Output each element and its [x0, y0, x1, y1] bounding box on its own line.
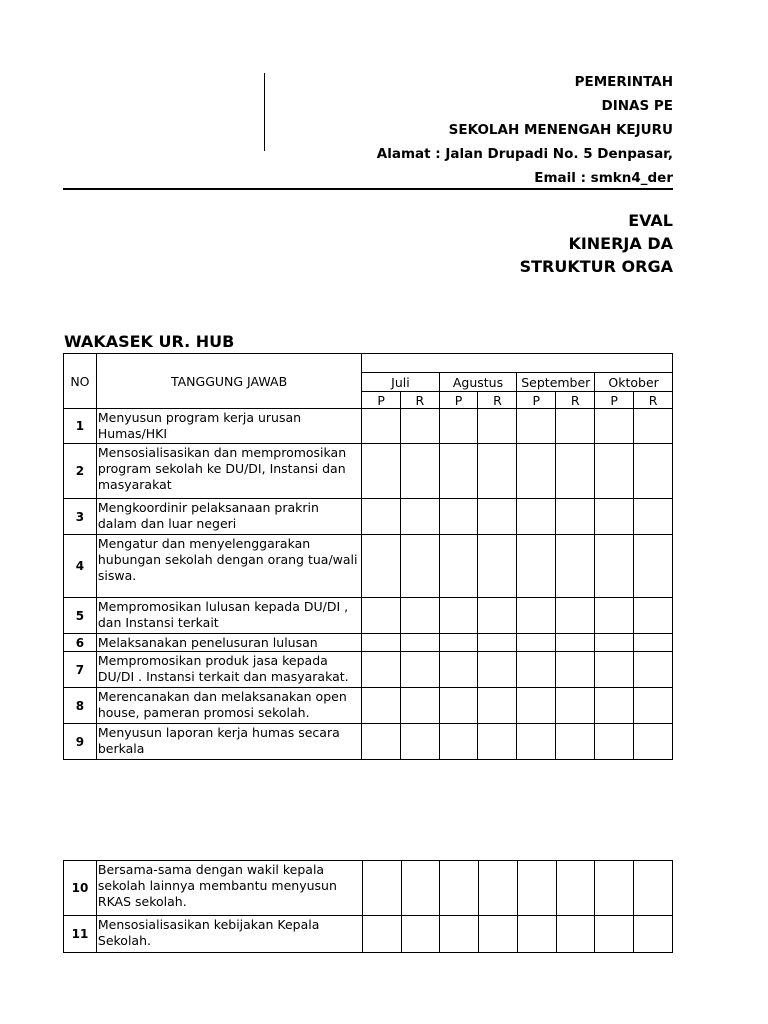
score-cell: [400, 598, 439, 634]
title-line-2: KINERJA DA: [568, 234, 673, 253]
score-cell: [595, 688, 634, 724]
table-row: [64, 634, 673, 652]
score-cell: [362, 444, 401, 499]
score-cell: [400, 499, 439, 535]
score-cell: [362, 598, 401, 634]
table-row: [64, 499, 673, 535]
score-cell: [634, 409, 673, 444]
row-task: Merencanakan dan melaksanakan open house, pameran promosi sekolah.: [96, 688, 361, 724]
row-number: 8: [64, 688, 97, 724]
score-cell: [439, 652, 478, 688]
score-cell: [556, 598, 595, 634]
score-cell: [595, 409, 634, 444]
score-cell: [439, 409, 478, 444]
score-cell: [517, 499, 556, 535]
score-cell: [439, 688, 478, 724]
header-task: TANGGUNG JAWAB: [96, 354, 361, 409]
row-task: Mensosialisasikan kebijakan Kepala Sekolah.: [96, 916, 362, 953]
table-row: [64, 598, 673, 634]
letterhead-line-5: Email : smkn4_der: [534, 170, 673, 186]
header-month-juli: Juli: [362, 373, 439, 392]
header-period: [362, 354, 673, 373]
row-number: 6: [64, 634, 97, 652]
score-cell: [595, 598, 634, 634]
score-cell: [556, 634, 595, 652]
table-row: [64, 724, 673, 760]
table-row: [64, 916, 673, 953]
score-cell: [439, 634, 478, 652]
score-cell: [401, 916, 440, 953]
score-cell: [634, 444, 673, 499]
row-task: Bersama-sama dengan wakil kepala sekolah lainnya membantu menyusun RKAS sekolah.: [96, 861, 362, 916]
header-month-september: September: [517, 373, 595, 392]
title-line-3: STRUKTUR ORGA: [519, 257, 673, 276]
header-no: NO: [64, 354, 97, 409]
score-cell: [362, 861, 401, 916]
row-number: 9: [64, 724, 97, 760]
table-row: [64, 688, 673, 724]
score-cell: [439, 598, 478, 634]
header-p: P: [439, 392, 478, 409]
title-line-1: EVAL: [628, 211, 673, 230]
row-number: 11: [64, 916, 97, 953]
score-cell: [556, 652, 595, 688]
row-task: Melaksanakan penelusuran lulusan: [96, 634, 361, 652]
score-cell: [517, 724, 556, 760]
score-cell: [517, 652, 556, 688]
score-cell: [439, 535, 478, 598]
table-body-continued: [64, 861, 673, 953]
score-cell: [439, 499, 478, 535]
score-cell: [479, 861, 518, 916]
row-task: Mempromosikan lulusan kepada DU/DI , dan Instansi terkait: [96, 598, 361, 634]
score-cell: [362, 652, 401, 688]
letterhead-line-1: PEMERINTAH: [574, 74, 673, 90]
row-number: 3: [64, 499, 97, 535]
score-cell: [634, 499, 673, 535]
score-cell: [517, 688, 556, 724]
table-row: [64, 861, 673, 916]
score-cell: [439, 444, 478, 499]
table-body: [64, 409, 673, 760]
score-cell: [478, 652, 517, 688]
score-cell: [362, 916, 401, 953]
header-r: R: [478, 392, 517, 409]
score-cell: [478, 409, 517, 444]
score-cell: [556, 444, 595, 499]
score-cell: [556, 409, 595, 444]
row-task: Mensosialisasikan dan mempromosikan program sekolah ke DU/DI, Instansi dan masyarakat: [96, 444, 361, 499]
score-cell: [595, 634, 634, 652]
table-row: [64, 444, 673, 499]
score-cell: [362, 634, 401, 652]
evaluation-table-continued: [63, 860, 673, 953]
score-cell: [362, 499, 401, 535]
section-title: WAKASEK UR. HUB: [64, 332, 235, 351]
score-cell: [634, 634, 673, 652]
score-cell: [517, 861, 556, 916]
header-month-oktober: Oktober: [595, 373, 673, 392]
score-cell: [478, 724, 517, 760]
score-cell: [595, 499, 634, 535]
score-cell: [634, 652, 673, 688]
score-cell: [556, 916, 595, 953]
score-cell: [556, 688, 595, 724]
score-cell: [478, 688, 517, 724]
score-cell: [634, 598, 673, 634]
score-cell: [478, 598, 517, 634]
score-cell: [556, 861, 595, 916]
score-cell: [517, 409, 556, 444]
score-cell: [478, 634, 517, 652]
score-cell: [517, 634, 556, 652]
score-cell: [595, 444, 634, 499]
score-cell: [634, 535, 673, 598]
score-cell: [400, 409, 439, 444]
score-cell: [439, 724, 478, 760]
table-row: [64, 535, 673, 598]
score-cell: [362, 724, 401, 760]
score-cell: [478, 535, 517, 598]
table-row: [64, 409, 673, 444]
header-p: P: [517, 392, 556, 409]
score-cell: [517, 444, 556, 499]
row-number: 7: [64, 652, 97, 688]
score-cell: [634, 916, 673, 953]
score-cell: [362, 535, 401, 598]
score-cell: [400, 444, 439, 499]
score-cell: [478, 499, 517, 535]
row-number: 1: [64, 409, 97, 444]
score-cell: [595, 916, 634, 953]
row-number: 5: [64, 598, 97, 634]
evaluation-table: [63, 353, 673, 760]
header-r: R: [634, 392, 673, 409]
row-task: Menyusun laporan kerja humas secara berkala: [96, 724, 361, 760]
row-task: Mengatur dan menyelenggarakan hubungan sekolah dengan orang tua/wali siswa.: [96, 535, 361, 598]
letterhead-rule: [63, 188, 673, 190]
letterhead-line-4: Alamat : Jalan Drupadi No. 5 Denpasar,: [376, 146, 673, 162]
score-cell: [517, 916, 556, 953]
letterhead-line-2: DINAS PE: [601, 98, 673, 114]
score-cell: [595, 652, 634, 688]
score-cell: [595, 535, 634, 598]
score-cell: [478, 444, 517, 499]
score-cell: [401, 861, 440, 916]
score-cell: [595, 861, 634, 916]
score-cell: [362, 409, 401, 444]
score-cell: [400, 634, 439, 652]
row-task: Mempromosikan produk jasa kepada DU/DI . Instansi terkait dan masyarakat.: [96, 652, 361, 688]
header-p: P: [362, 392, 401, 409]
score-cell: [400, 724, 439, 760]
score-cell: [634, 861, 673, 916]
row-number: 10: [64, 861, 97, 916]
row-number: 4: [64, 535, 97, 598]
score-cell: [556, 535, 595, 598]
header-r: R: [400, 392, 439, 409]
row-task: Menyusun program kerja urusan Humas/HKI: [96, 409, 361, 444]
score-cell: [634, 724, 673, 760]
header-p: P: [595, 392, 634, 409]
score-cell: [400, 652, 439, 688]
score-cell: [517, 598, 556, 634]
score-cell: [595, 724, 634, 760]
score-cell: [479, 916, 518, 953]
score-cell: [556, 499, 595, 535]
row-task: Mengkoordinir pelaksanaan prakrin dalam dan luar negeri: [96, 499, 361, 535]
row-number: 2: [64, 444, 97, 499]
logo-divider-line: [264, 73, 265, 151]
score-cell: [362, 688, 401, 724]
table-row: [64, 652, 673, 688]
score-cell: [556, 724, 595, 760]
score-cell: [440, 916, 479, 953]
letterhead-line-3: SEKOLAH MENENGAH KEJURU: [448, 122, 673, 138]
score-cell: [517, 535, 556, 598]
header-r: R: [556, 392, 595, 409]
score-cell: [440, 861, 479, 916]
score-cell: [400, 535, 439, 598]
score-cell: [400, 688, 439, 724]
score-cell: [634, 688, 673, 724]
header-month-agustus: Agustus: [439, 373, 517, 392]
